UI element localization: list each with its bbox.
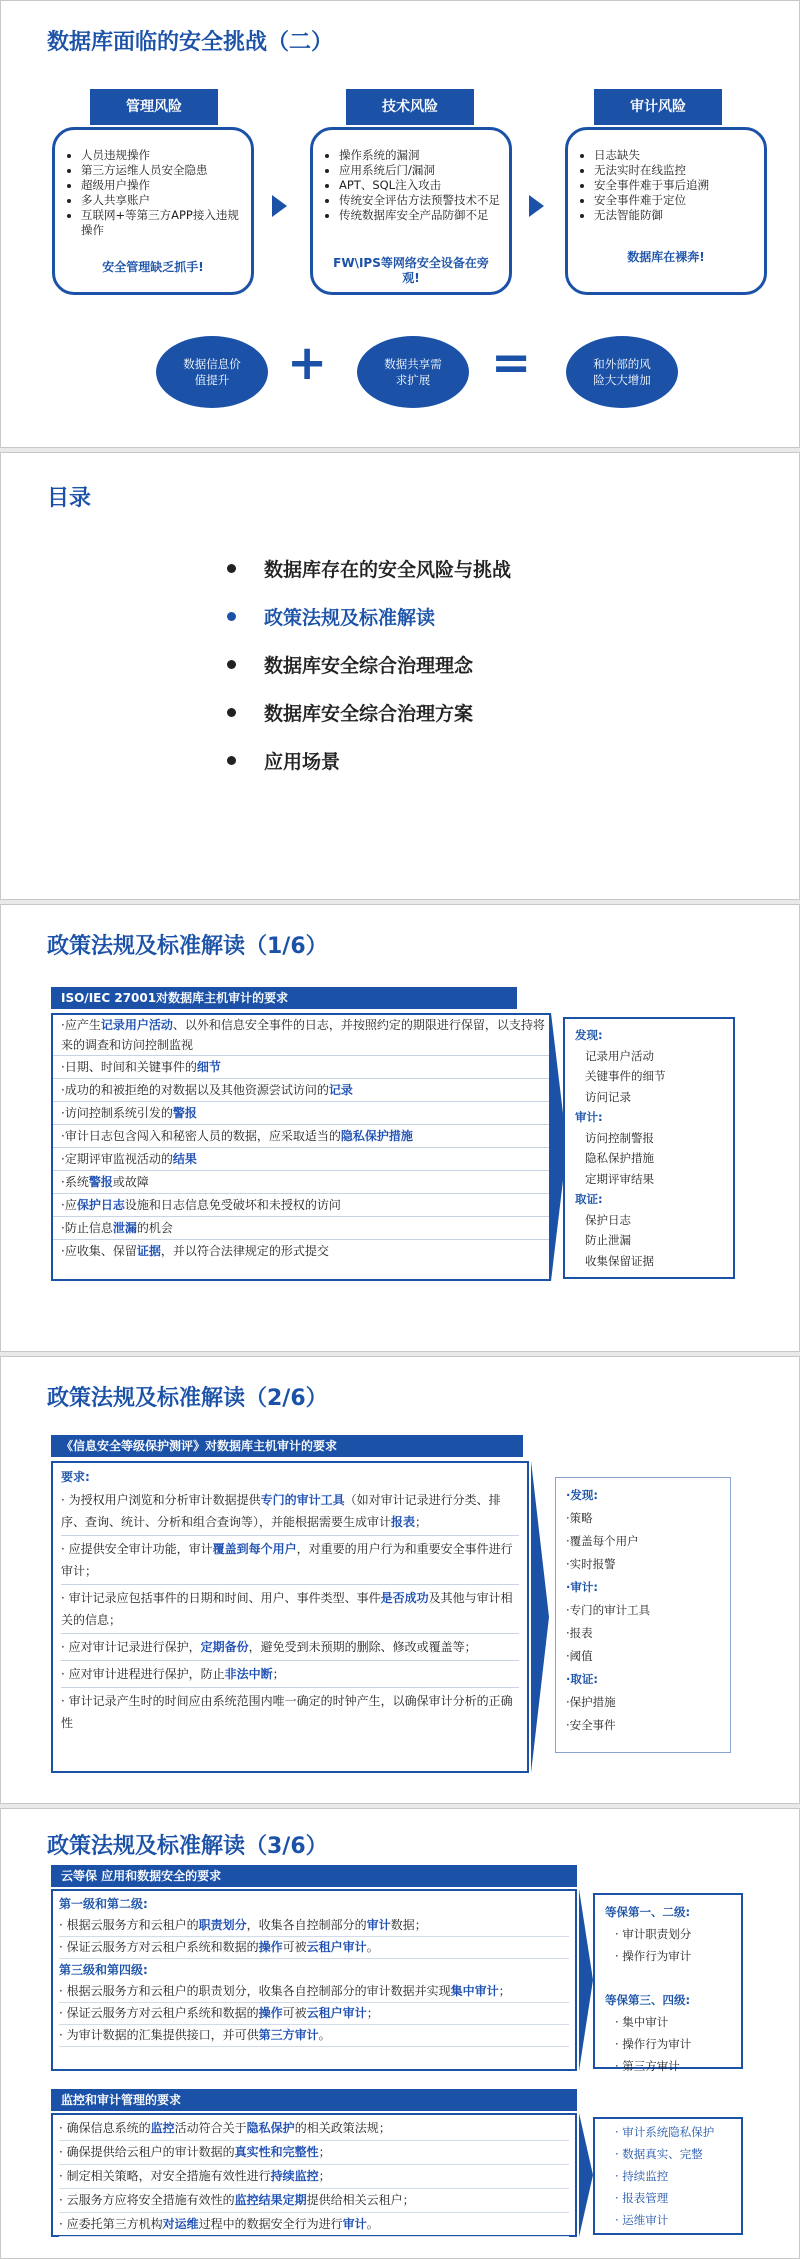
text-segment: ·日期、时间和关键事件的 xyxy=(61,1060,197,1074)
highlight-text: 审计 xyxy=(366,1918,391,1932)
list-item: • 互联网+等第三方APP接入违规操作 xyxy=(81,208,243,238)
text-segment: · 制定相关策略，对安全措施有效性进行 xyxy=(59,2169,271,2183)
monitoring-list xyxy=(59,2117,569,2237)
list-item xyxy=(53,1171,549,1194)
risk-list xyxy=(568,130,764,223)
highlight-text: 真实性和完整性 xyxy=(234,2145,319,2159)
list-item: • 安全事件难于事后追溯 xyxy=(594,178,756,193)
text-segment: 或故障 xyxy=(112,1175,149,1189)
slide-security-challenges xyxy=(0,0,800,448)
risk-card-audit xyxy=(565,127,767,295)
highlight-text: 隐私保护措施 xyxy=(340,1129,413,1143)
summary-list xyxy=(556,1478,730,1737)
summary-heading: ·发现: xyxy=(566,1488,598,1502)
card-note: FW\IPS等网络安全设备在旁观! xyxy=(333,256,489,285)
summary-list xyxy=(595,1895,741,2077)
highlight-text: 审计 xyxy=(342,2217,367,2231)
risk-card-management xyxy=(52,127,254,295)
summary-item: · 数据真实、完整 xyxy=(615,2147,703,2161)
text-segment: · 为审计数据的汇集提供接口，并可供 xyxy=(59,2028,259,2042)
summary-item: 记录用户活动 xyxy=(585,1048,654,1063)
list-item: • 传统安全评估方法预警技术不足 xyxy=(339,193,501,208)
risk-card-technical xyxy=(310,127,512,295)
highlight-text: 非法中断 xyxy=(224,1667,273,1681)
highlight-text: 持续监控 xyxy=(270,2169,319,2183)
highlight-text: 云租户审计 xyxy=(306,1940,367,1954)
text-segment: 可被 xyxy=(282,1940,307,1954)
slide-policy-1 xyxy=(0,904,800,1352)
highlight-text: 结果 xyxy=(172,1152,197,1166)
bullet-icon xyxy=(227,660,236,669)
highlight-text: 操作 xyxy=(258,2006,283,2020)
circle-data-value: 数据信息价值提升 xyxy=(156,336,268,408)
highlight-text: 定期备份 xyxy=(200,1640,249,1654)
summary-item: · 运维审计 xyxy=(615,2213,669,2227)
summary-item: · 操作行为审计 xyxy=(615,1949,692,1963)
highlight-text: 警报 xyxy=(88,1175,113,1189)
toc-label: 政策法规及标准解读 xyxy=(264,607,436,629)
summary-heading: 等保第三、四级: xyxy=(605,1993,691,2007)
text-segment: ·成功的和被拒绝的对数据以及其他资源尝试访问的 xyxy=(61,1083,329,1097)
highlight-text: 覆盖到每个用户 xyxy=(212,1542,297,1556)
list-item xyxy=(61,1536,519,1585)
list-item xyxy=(59,2141,569,2165)
requirement-box xyxy=(51,1461,529,1773)
summary-item: ·安全事件 xyxy=(566,1718,616,1732)
summary-item: ·实时报警 xyxy=(566,1557,616,1571)
highlight-text: 第三方审计 xyxy=(258,2028,319,2042)
requirement-heading: 要求: xyxy=(61,1470,90,1484)
list-item xyxy=(59,2025,569,2047)
toc-item xyxy=(227,555,511,582)
arrow-right-icon xyxy=(529,195,544,217)
text-segment: ·应 xyxy=(61,1198,77,1212)
summary-heading: 审计: xyxy=(575,1110,603,1124)
slide-policy-2 xyxy=(0,1356,800,1804)
highlight-text: 细节 xyxy=(196,1060,221,1074)
text-segment: 提供给相关云租户； xyxy=(306,2193,415,2207)
bullet-icon xyxy=(227,708,236,717)
list-item xyxy=(59,1981,569,2003)
level-heading: 第三级和第四级: xyxy=(59,1963,148,1977)
text-segment: ，避免受到未预期的删除、修改或覆盖等； xyxy=(248,1640,477,1654)
text-segment: · 审计记录应包括事件的日期和时间、用户、事件类型、事件 xyxy=(61,1591,381,1605)
highlight-text: 操作 xyxy=(258,1940,283,1954)
text-segment: ，收集各自控制部分的 xyxy=(246,1918,367,1932)
summary-item: · 持续监控 xyxy=(615,2169,669,2183)
text-segment: · 应委托第三方机构 xyxy=(59,2217,163,2231)
list-item xyxy=(53,1194,549,1217)
summary-item: ·报表 xyxy=(566,1626,593,1640)
summary-heading: 等保第一、二级: xyxy=(605,1905,691,1919)
text-segment: · 应对审计记录进行保护， xyxy=(61,1640,201,1654)
equals-icon: = xyxy=(491,335,532,391)
highlight-text: 监控 xyxy=(150,2121,175,2135)
summary-item: 关键事件的细节 xyxy=(585,1069,666,1083)
highlight-text: 集中审计 xyxy=(450,1984,499,1998)
toc-item-active xyxy=(227,603,435,630)
list-item xyxy=(53,1102,549,1125)
list-item xyxy=(59,2189,569,2213)
risk-list xyxy=(55,130,251,238)
list-item: • 无法智能防御 xyxy=(594,208,756,223)
text-segment: · 根据云服务方和云租户的职责划分，收集各自控制部分的审计数据并实现 xyxy=(59,1984,451,1998)
list-item xyxy=(59,2117,569,2141)
list-item xyxy=(59,1915,569,1937)
list-item: • 安全事件难于定位 xyxy=(594,193,756,208)
big-arrow-icon xyxy=(579,1889,593,2071)
text-segment: 的相关政策法规； xyxy=(294,2121,391,2135)
slide-title: 政策法规及标准解读（3/6） xyxy=(47,1834,328,1859)
summary-item: · 报表管理 xyxy=(615,2191,669,2205)
section-header: 监控和审计管理的要求 xyxy=(51,2089,577,2111)
list-item xyxy=(53,1125,549,1148)
card-header: 审计风险 xyxy=(594,89,722,125)
summary-item: 隐私保护措施 xyxy=(585,1151,654,1165)
section-header: 《信息安全等级保护测评》对数据库主机审计的要求 xyxy=(51,1435,523,1457)
list-item: • APT、SQL注入攻击 xyxy=(339,178,501,193)
slide-title: 政策法规及标准解读（1/6） xyxy=(47,934,328,959)
section-header: ISO/IEC 27001对数据库主机审计的要求 xyxy=(51,987,517,1009)
text-segment: 、以外和信息安全事件的日志，并按照约定的期限进行保留，以支持将来的调查和访问控制监视 xyxy=(61,1018,545,1052)
text-segment: ·防止信息 xyxy=(61,1221,113,1235)
cloud-requirement-box xyxy=(51,1889,577,2071)
text-segment: ·应收集、保留 xyxy=(61,1244,137,1258)
slide-toc xyxy=(0,452,800,900)
highlight-text: 报表 xyxy=(391,1515,416,1529)
summary-box xyxy=(563,1017,735,1279)
card-note: 安全管理缺乏抓手! xyxy=(102,260,204,274)
list-item xyxy=(53,1056,549,1079)
summary-item: 访问控制警报 xyxy=(585,1130,654,1145)
list-item: • 操作系统的漏洞 xyxy=(339,148,501,163)
toc-item xyxy=(227,747,340,774)
highlight-text: 隐私保护 xyxy=(246,2121,295,2135)
bullet-icon xyxy=(227,612,236,621)
card-header: 技术风险 xyxy=(346,89,474,125)
list-item: • 应用系统后门/漏洞 xyxy=(339,163,501,178)
big-arrow-icon xyxy=(579,2113,593,2237)
text-segment: ·审计日志包含闯入和秘密人员的数据，应采取适当的 xyxy=(61,1129,341,1143)
text-segment: · 确保提供给云租户的审计数据的 xyxy=(59,2145,235,2159)
text-segment: · 应提供安全审计功能，审计 xyxy=(61,1542,213,1556)
list-item xyxy=(59,2165,569,2189)
plus-icon: + xyxy=(287,335,328,391)
toc-label: 应用场景 xyxy=(264,751,341,773)
list-item xyxy=(59,2003,569,2025)
summary-heading: ·取证: xyxy=(566,1672,598,1686)
card-note: 数据库在裸奔! xyxy=(627,250,705,264)
list-item xyxy=(53,1217,549,1240)
summary-item xyxy=(595,1967,741,1989)
text-segment: 过程中的数据安全行为进行 xyxy=(198,2217,343,2231)
summary-item: · 操作行为审计 xyxy=(615,2037,692,2051)
list-item xyxy=(61,1688,519,1736)
summary-item: ·保护措施 xyxy=(566,1695,616,1709)
summary-box xyxy=(593,1893,743,2073)
text-segment: 。 xyxy=(366,1940,379,1954)
text-segment: · 审计记录产生时的时间应由系统范围内唯一确定的时钟产生，以确保审计分析的正确性 xyxy=(61,1694,513,1730)
highlight-text: 是否成功 xyxy=(380,1591,429,1605)
summary-heading: 发现: xyxy=(575,1028,603,1042)
highlight-text: 云租户审计 xyxy=(306,2006,367,2020)
list-item xyxy=(59,2213,569,2237)
summary-item: ·阈值 xyxy=(566,1649,593,1663)
summary-item: · 审计职责划分 xyxy=(615,1927,692,1941)
text-segment: · 云服务方应将安全措施有效性的 xyxy=(59,2193,235,2207)
list-item xyxy=(53,1148,549,1171)
toc-label: 数据库安全综合治理方案 xyxy=(264,703,474,725)
summary-list xyxy=(565,1019,733,1271)
list-item xyxy=(61,1487,519,1536)
text-segment: 活动符合关于 xyxy=(174,2121,247,2135)
slide-title: 政策法规及标准解读（2/6） xyxy=(47,1386,328,1411)
highlight-text: 泄漏 xyxy=(112,1221,137,1235)
card-header: 管理风险 xyxy=(90,89,218,125)
text-segment: ； xyxy=(415,1515,428,1529)
summary-item: · 第三方审计 xyxy=(615,2059,680,2073)
level-1-2-list xyxy=(59,1915,569,1959)
level-3-4-list xyxy=(59,1981,569,2047)
highlight-text: 职责划分 xyxy=(198,1918,247,1932)
summary-heading: 取证: xyxy=(575,1192,603,1206)
requirement-paragraphs xyxy=(61,1487,519,1736)
text-segment: · 根据云服务方和云租户的 xyxy=(59,1918,199,1932)
list-item: • 传统数据库安全产品防御不足 xyxy=(339,208,501,223)
list-item xyxy=(61,1585,519,1634)
big-arrow-icon xyxy=(531,1461,549,1773)
highlight-text: 保护日志 xyxy=(76,1198,125,1212)
slide-policy-3 xyxy=(0,1808,800,2259)
level-heading: 第一级和第二级: xyxy=(59,1897,148,1911)
text-segment: ； xyxy=(366,2006,379,2020)
text-segment: · 应对审计进程进行保护，防止 xyxy=(61,1667,225,1681)
requirement-list-box xyxy=(51,1013,551,1281)
summary-list xyxy=(595,2119,741,2231)
risk-list xyxy=(313,130,509,223)
text-segment: 设施和日志信息免受破坏和未授权的访问 xyxy=(124,1198,341,1212)
text-segment: ； xyxy=(318,2169,331,2183)
toc-item xyxy=(227,699,473,726)
requirement-list xyxy=(53,1015,549,1262)
text-segment: ·定期评审监视活动的 xyxy=(61,1152,173,1166)
list-item: • 第三方运维人员安全隐患 xyxy=(81,163,243,178)
toc-label: 数据库安全综合治理理念 xyxy=(264,655,474,677)
summary-item: · 审计系统隐私保护 xyxy=(615,2125,715,2139)
list-item: • 人员违规操作 xyxy=(81,148,243,163)
summary-item: 访问记录 xyxy=(585,1089,631,1104)
highlight-text: 监控结果定期 xyxy=(234,2193,307,2207)
summary-heading: ·审计: xyxy=(566,1580,598,1594)
text-segment: 及其他与审计相关的信息； xyxy=(61,1591,513,1627)
text-segment: ，并以符合法律规定的形式提交 xyxy=(160,1244,329,1258)
summary-item: ·覆盖每个用户 xyxy=(566,1534,639,1548)
list-item xyxy=(53,1079,549,1102)
list-item xyxy=(61,1634,519,1661)
text-segment: ，对重要的用户行为和重要安全事件进行审计； xyxy=(61,1542,513,1578)
text-segment: ； xyxy=(318,2145,331,2159)
toc-label: 数据库存在的安全风险与挑战 xyxy=(264,559,512,581)
list-item xyxy=(53,1240,549,1262)
summary-item: 定期评审结果 xyxy=(585,1171,654,1186)
slide-title: 目录 xyxy=(47,486,92,511)
list-item: • 日志缺失 xyxy=(594,148,756,163)
summary-item: 收集保留证据 xyxy=(585,1253,654,1268)
highlight-text: 记录用户活动 xyxy=(100,1018,173,1032)
list-item: • 超级用户操作 xyxy=(81,178,243,193)
section-header: 云等保 应用和数据安全的要求 xyxy=(51,1865,577,1887)
text-segment: ·访问控制系统引发的 xyxy=(61,1106,173,1120)
list-item xyxy=(53,1015,549,1056)
text-segment: ·应产生 xyxy=(61,1018,101,1032)
text-segment: · 为授权用户浏览和分析审计数据提供 xyxy=(61,1493,261,1507)
text-segment: ； xyxy=(498,1984,511,1998)
bullet-icon xyxy=(227,564,236,573)
text-segment: 。 xyxy=(366,2217,379,2231)
list-item: • 无法实时在线监控 xyxy=(594,163,756,178)
list-item xyxy=(59,1937,569,1959)
monitoring-requirement-box xyxy=(51,2113,577,2237)
text-segment: （如对审计记录进行分类、排序、查询、统计、分析和组合查询等），并能根据需要生成审计 xyxy=(61,1493,501,1529)
circle-data-sharing: 数据共享需求扩展 xyxy=(357,336,469,408)
summary-box xyxy=(555,1477,731,1753)
highlight-text: 证据 xyxy=(136,1244,161,1258)
text-segment: ； xyxy=(272,1667,285,1681)
summary-item: ·专门的审计工具 xyxy=(566,1603,651,1617)
text-segment: ·系统 xyxy=(61,1175,89,1189)
list-item: • 多人共享账户 xyxy=(81,193,243,208)
text-segment: · 保证云服务方对云租户系统和数据的 xyxy=(59,2006,259,2020)
highlight-text: 专门的审计工具 xyxy=(260,1493,345,1507)
summary-item: 保护日志 xyxy=(585,1212,631,1227)
text-segment: 数据； xyxy=(390,1918,427,1932)
slide-title: 数据库面临的安全挑战（二） xyxy=(47,30,334,55)
highlight-text: 记录 xyxy=(328,1083,353,1097)
summary-item: 防止泄漏 xyxy=(585,1233,631,1247)
highlight-text: 警报 xyxy=(172,1106,197,1120)
text-segment: · 保证云服务方对云租户系统和数据的 xyxy=(59,1940,259,1954)
bullet-icon xyxy=(227,756,236,765)
highlight-text: 对运维 xyxy=(162,2217,199,2231)
arrow-right-icon xyxy=(272,195,287,217)
summary-item: ·策略 xyxy=(566,1511,593,1525)
circle-risk-increase: 和外部的风险大大增加 xyxy=(566,336,678,408)
summary-box xyxy=(593,2117,743,2235)
summary-item: · 集中审计 xyxy=(615,2015,669,2029)
text-segment: 。 xyxy=(318,2028,331,2042)
text-segment: · 确保信息系统的 xyxy=(59,2121,151,2135)
text-segment: 的机会 xyxy=(136,1221,173,1235)
list-item xyxy=(61,1661,519,1688)
toc-item xyxy=(227,651,473,678)
text-segment: 可被 xyxy=(282,2006,307,2020)
